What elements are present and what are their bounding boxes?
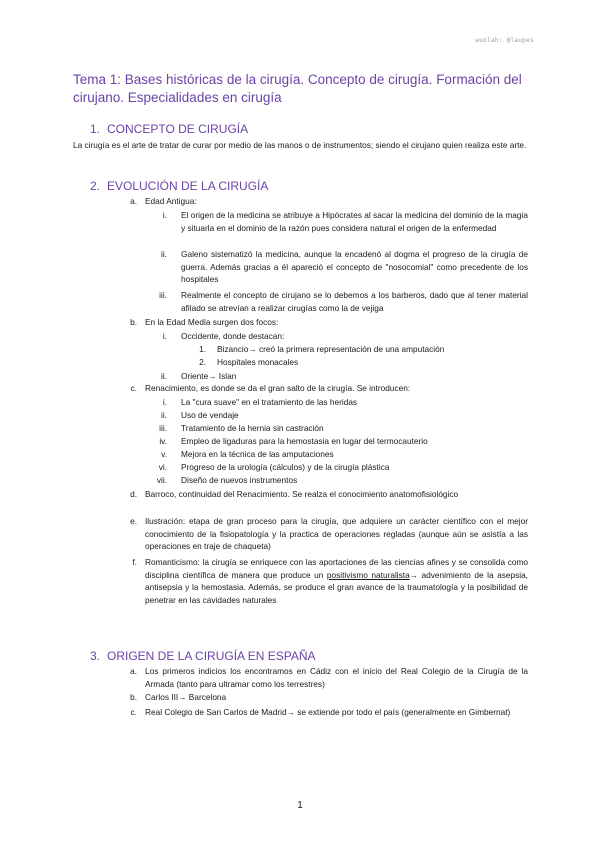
romanticismo-text-start: Romanticismo: la cirugía se enriquece con las aportaciones de las ciencias afines y se consolida como disciplina científica de manera que produce un xyxy=(145,557,528,580)
list-marker: 1. xyxy=(199,344,206,354)
list-marker: i. xyxy=(162,331,167,341)
list-item-ilustracion: Ilustración: etapa de gran proceso para la cirugía, que adquiere un carácter científico con el mejor conocimiento de la fisiopatología y la practica de operaciones regladas (aunque aún se asistía a las operaciones en traje de chaqueta) xyxy=(145,516,528,551)
list-marker: c. xyxy=(130,383,137,393)
section-number: 1. xyxy=(90,122,101,136)
list-item-edad-media: En la Edad Media surgen dos focos: xyxy=(145,317,279,327)
list-marker: b. xyxy=(130,692,137,702)
list-marker: i. xyxy=(162,210,167,220)
concepto-paragraph: La cirugía es el arte de tratar de curar por medio de las manos o de instrumentos; siendo el cirujano quien realiza este arte. xyxy=(73,140,527,150)
subitem-galeno: Galeno sistematizó la medicina, aunque la encadenó al dogma el progreso de la cirugía de guerra. Además gracias a él apareció el concepto de "nosocomial" como precedente de los hospitales xyxy=(181,249,528,284)
list-item-san-carlos: Real Colegio de San Carlos de Madrid→ se extiende por todo el país (generalmente en Gimbernat) xyxy=(145,707,511,717)
section-title: EVOLUCIÓN DE LA CIRUGÍA xyxy=(107,179,269,193)
list-marker: a. xyxy=(130,196,137,206)
list-marker: e. xyxy=(130,516,137,526)
subitem-instrumentos: Diseño de nuevos instrumentos xyxy=(181,475,298,485)
list-item-romanticismo xyxy=(145,556,528,606)
document-title: Tema 1: Bases históricas de la cirugía. Concepto de cirugía. Formación del cirujano. Especialidades en cirugía xyxy=(73,72,522,105)
list-marker: c. xyxy=(130,707,137,717)
list-marker: iii. xyxy=(159,423,167,433)
list-marker: v. xyxy=(161,449,167,459)
list-item-edad-antigua: Edad Antigua: xyxy=(145,196,197,206)
section-title: CONCEPTO DE CIRUGÍA xyxy=(107,122,249,136)
list-marker: d. xyxy=(130,489,137,499)
list-marker: b. xyxy=(130,317,137,327)
list-marker: vii. xyxy=(156,475,167,485)
list-marker: iv. xyxy=(159,436,167,446)
section-heading-concepto xyxy=(90,122,248,136)
subitem-cura-suave: La "cura suave" en el tratamiento de las heridas xyxy=(181,397,358,407)
section-number: 2. xyxy=(90,179,101,193)
subitem-hernia: Tratamiento de la hernia sin castración xyxy=(181,423,324,433)
subitem-hipocrates: El origen de la medicina se atribuye a Hipócrates al sacar la medicina del dominio de la magia y situarla en el dominio de la razón pues considera natural el origen de la enfermedad xyxy=(181,210,528,233)
subitem-occidente: Occidente, donde destacan: xyxy=(181,331,285,341)
section-heading-evolucion xyxy=(90,179,268,193)
list-marker: vi. xyxy=(158,462,167,472)
list-marker: ii. xyxy=(161,410,167,420)
section-number: 3. xyxy=(90,649,101,663)
subitem-oriente: Oriente→ Islan xyxy=(181,371,237,381)
subitem-vendaje: Uso de vendaje xyxy=(181,410,239,420)
list-item-cadiz: Los primeros indicios los encontramos en Cádiz con el inicio del Real Colegio de la Cirugía de la Armada (tanto para ultramar como los terrestres) xyxy=(145,666,528,689)
section-title: ORIGEN DE LA CIRUGÍA EN ESPAÑA xyxy=(107,649,316,663)
subitem-amputaciones: Mejora en la técnica de las amputaciones xyxy=(181,449,334,459)
list-marker: ii. xyxy=(161,249,167,259)
section-heading-origen xyxy=(90,649,316,663)
list-marker: 2. xyxy=(199,357,206,367)
list-marker: ii. xyxy=(161,371,167,381)
romanticismo-text-end: → advenimiento de la asepsia, antisepsia y la hemostasia. Además, se produce el gran avance de la traumatología y la posibilidad de penetrar en las cavidades naturales xyxy=(145,569,528,605)
positivismo-naturalista-term: positivismo naturalista xyxy=(326,569,410,580)
subitem-urologia: Progreso de la urología (cálculos) y de la cirugía plástica xyxy=(181,462,390,472)
subsubitem-bizancio: Bizancio→ creó la primera representación de una amputación xyxy=(217,344,445,354)
list-item-barroco: Barroco, continuidad del Renacimiento. Se realza el conocimiento anatomofisiológico xyxy=(145,489,459,499)
list-marker: f. xyxy=(132,557,137,567)
list-marker: iii. xyxy=(159,290,167,300)
watermark-note: wuolah: @laupes xyxy=(475,37,534,44)
page-number: 1 xyxy=(297,800,303,811)
list-item-renacimiento: Renacimiento, es donde se da el gran salto de la cirugía. Se introducen: xyxy=(145,383,411,393)
subitem-ligaduras: Empleo de ligaduras para la hemostasia en lugar del termocauterio xyxy=(181,436,428,446)
subitem-barberos: Realmente el concepto de cirujano se lo debemos a los barberos, dado que al tener material afilado se atrevían a realizar cirugías como la de vejiga xyxy=(181,290,528,313)
list-marker: a. xyxy=(130,666,137,676)
list-item-carlos-iii: Carlos III→ Barcelona xyxy=(145,692,227,702)
list-marker: i. xyxy=(162,397,167,407)
subsubitem-hospitales: Hospitales monacales xyxy=(217,357,299,367)
